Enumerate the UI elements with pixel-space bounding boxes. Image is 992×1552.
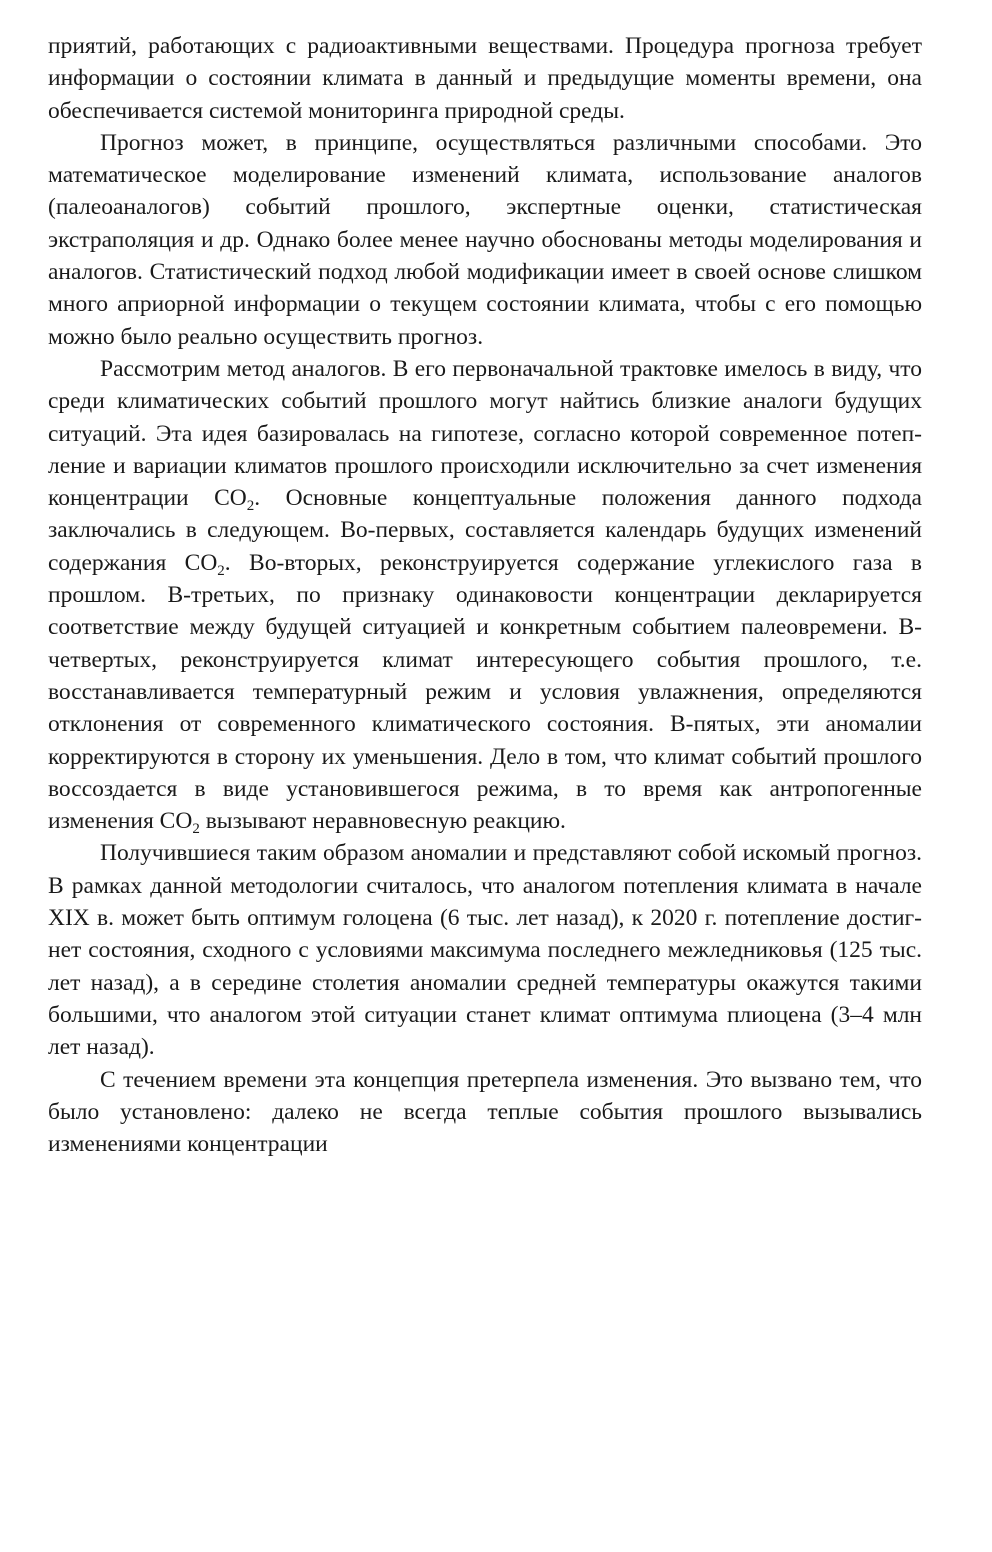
paragraph-3-text-part-1: Рассмотрим метод аналогов. В его первоначальной трактовке имелось в виду, что среди климатических событий прошлого могут найтись близкие аналоги будущих ситуаций. Эта идея базировалась на гипотезе, согласно которой современное потепление и вариации климатов прошлого происходили исключительно за счет изменения концентрации CO bbox=[48, 355, 922, 512]
paragraph-1 bbox=[48, 30, 922, 127]
paragraph-5 bbox=[48, 1064, 922, 1161]
co2-subscript: 2 bbox=[217, 562, 225, 579]
paragraph-3-text-part-3: . Во-вторых, реконструируется содержание углекислого газа в прошлом. В-третьих, по признаку одинаковости концентрации декларируется соответствие между будущей ситуацией и конкретным событием палеовремени. В-четвертых, реконструируется климат интересующего события прошлого, т.е. восстанавливается температурный режим и условия увлажнения, определяются отклонения от современного климатического состояния. В-пятых, эти аномалии корректируются в сторону их уменьшения. Дело в том, что климат событий прошлого воссоздается в виде установившегося режима, в то время как антропогенные изменения CO bbox=[48, 549, 922, 835]
paragraph-2 bbox=[48, 127, 922, 353]
paragraph-4-text: Получившиеся таким образом аномалии и представляют собой искомый прогноз. В рамках данной методологии считалось, что аналогом потепления климата в начале XIX в. может быть оптимум голоцена (6 тыс. лет назад), к 2020 г. потепление достигнет состояния, сходного с условиями максимума последнего межледниковья (125 тыс. лет назад), а в середине столетия аномалии средней температуры окажутся такими большими, что аналогом этой ситуации станет климат оптимума плиоцена (3–4 млн лет назад). bbox=[48, 840, 922, 1061]
paragraph-3-text-part-4: вызывают неравновесную реакцию. bbox=[199, 808, 566, 835]
co2-subscript: 2 bbox=[192, 821, 200, 838]
paragraph-3 bbox=[48, 353, 922, 837]
paragraph-5-text: С течением времени эта концепция претерпела изменения. Это вызвано тем, что было установлено: далеко не всегда теплые события прошлого вызывались изменениями концентрации bbox=[48, 1066, 922, 1158]
paragraph-3-text-part-2: . Основные концептуальные положения данного подхода заключались в следующем. Во-первых, составляется календарь будущих изменений содержания CO bbox=[48, 485, 922, 576]
paragraph-4 bbox=[48, 837, 922, 1063]
paragraph-1-text: приятий, работающих с радиоактивными веществами. Процедура прогноза требует информации о состоянии климата в данный и предыдущие моменты времени, она обеспечивается системой мониторинга природной среды. bbox=[48, 33, 922, 124]
co2-subscript: 2 bbox=[246, 498, 255, 515]
paragraph-2-text: Прогноз может, в принципе, осуществляться различными способами. Это математическое моделирование изменений климата, использование аналогов (палеоаналогов) событий прошлого, экспертные оценки, статистическая экстраполяция и др. Однако более менее научно обоснованы методы моделирования и аналогов. Статистический подход любой модификации имеет в своей основе слишком много априорной информации о текущем состоянии климата, чтобы с его помощью можно было реально осуществить прогноз. bbox=[48, 129, 922, 350]
